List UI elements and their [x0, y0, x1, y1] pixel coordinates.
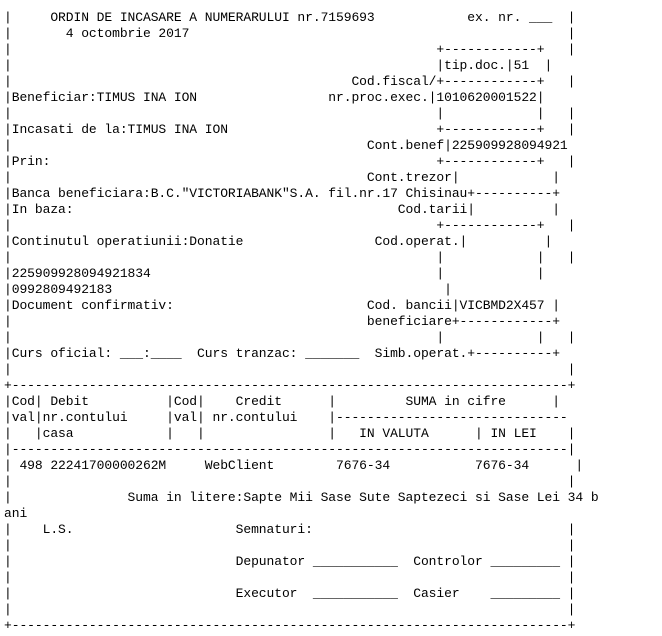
account-number-line: |225909928094921834 | | — [4, 266, 545, 281]
operation-content-line: |Continutul operatiunii:Donatie Cod.operat.| | — [4, 234, 553, 249]
table-separator: +------------------------------------------------------------------------+ — [4, 378, 576, 393]
table-separator: |------------------------------------------------------------------------| — [4, 442, 576, 457]
amount-in-words-line: | Suma in litere:Sapte Mii Sase Sute Saptezeci si Sase Lei 34 b — [4, 490, 599, 505]
signatures-line: | L.S. Semnaturi: | — [4, 522, 576, 537]
basis-line: |In baza: Cod.tarii| | — [4, 202, 560, 217]
reference-number-line: |0992809492183 | — [4, 282, 452, 297]
table-header-row: |val|nr.contului |val| nr.contului |------------------------------ — [4, 410, 568, 425]
document-header-line: | ORDIN DE INCASARE A NUMERARULUI nr.7159693 ex. nr. ___ | — [4, 10, 576, 25]
exchange-rate-line: |Curs oficial: ___:____ Curs tranzac: _______ Simb.operat.+----------+ — [4, 346, 560, 361]
form-line: | +------------+ | — [4, 218, 576, 233]
document-date-line: | 4 octombrie 2017 | — [4, 26, 576, 41]
table-header-row: |Cod| Debit |Cod| Credit | SUMA in cifre | — [4, 394, 560, 409]
form-line: | | | | — [4, 106, 576, 121]
treasury-account-line: | Cont.trezor| | — [4, 170, 560, 185]
form-line: | Cod.fiscal/+------------+ | — [4, 74, 576, 89]
form-line: | | | | — [4, 250, 576, 265]
bottom-border: +------------------------------------------------------------------------+ — [4, 618, 576, 633]
depositor-controller-line: | Depunator ___________ Controlor _________ | — [4, 554, 576, 569]
bank-code-line: | beneficiare+------------+ — [4, 314, 560, 329]
form-line: | | — [4, 474, 576, 489]
form-line: | | — [4, 362, 576, 377]
form-line: | | — [4, 602, 576, 617]
beneficiary-account-line: | Cont.benef|225909928094921 — [4, 138, 568, 153]
form-line: | +------------+ | — [4, 42, 576, 57]
confirming-document-line: |Document confirmativ: Cod. bancii|VICBMD2X457 | — [4, 298, 560, 313]
via-line: |Prin: +------------+ | — [4, 154, 576, 169]
form-line: | | — [4, 570, 576, 585]
form-line: | | | | — [4, 330, 576, 345]
amount-in-words-continuation: ani — [4, 506, 28, 521]
table-row: | 498 22241700000262M WebClient 7676-34 7676-34 | — [4, 458, 584, 473]
table-header-row: | |casa | | | IN VALUTA | IN LEI | — [4, 426, 576, 441]
beneficiary-bank-line: |Banca beneficiara:B.C."VICTORIABANK"S.A. fil.nr.17 Chisinau+----------+ — [4, 186, 560, 201]
received-from-line: |Incasati de la:TIMUS INA ION +------------+ | — [4, 122, 576, 137]
beneficiary-line: |Beneficiar:TIMUS INA ION nr.proc.exec.|1010620001522| — [4, 90, 545, 105]
executor-cashier-line: | Executor ___________ Casier _________ | — [4, 586, 576, 601]
doc-type-line: | |tip.doc.|51 | — [4, 58, 553, 73]
form-line: | | — [4, 538, 576, 553]
